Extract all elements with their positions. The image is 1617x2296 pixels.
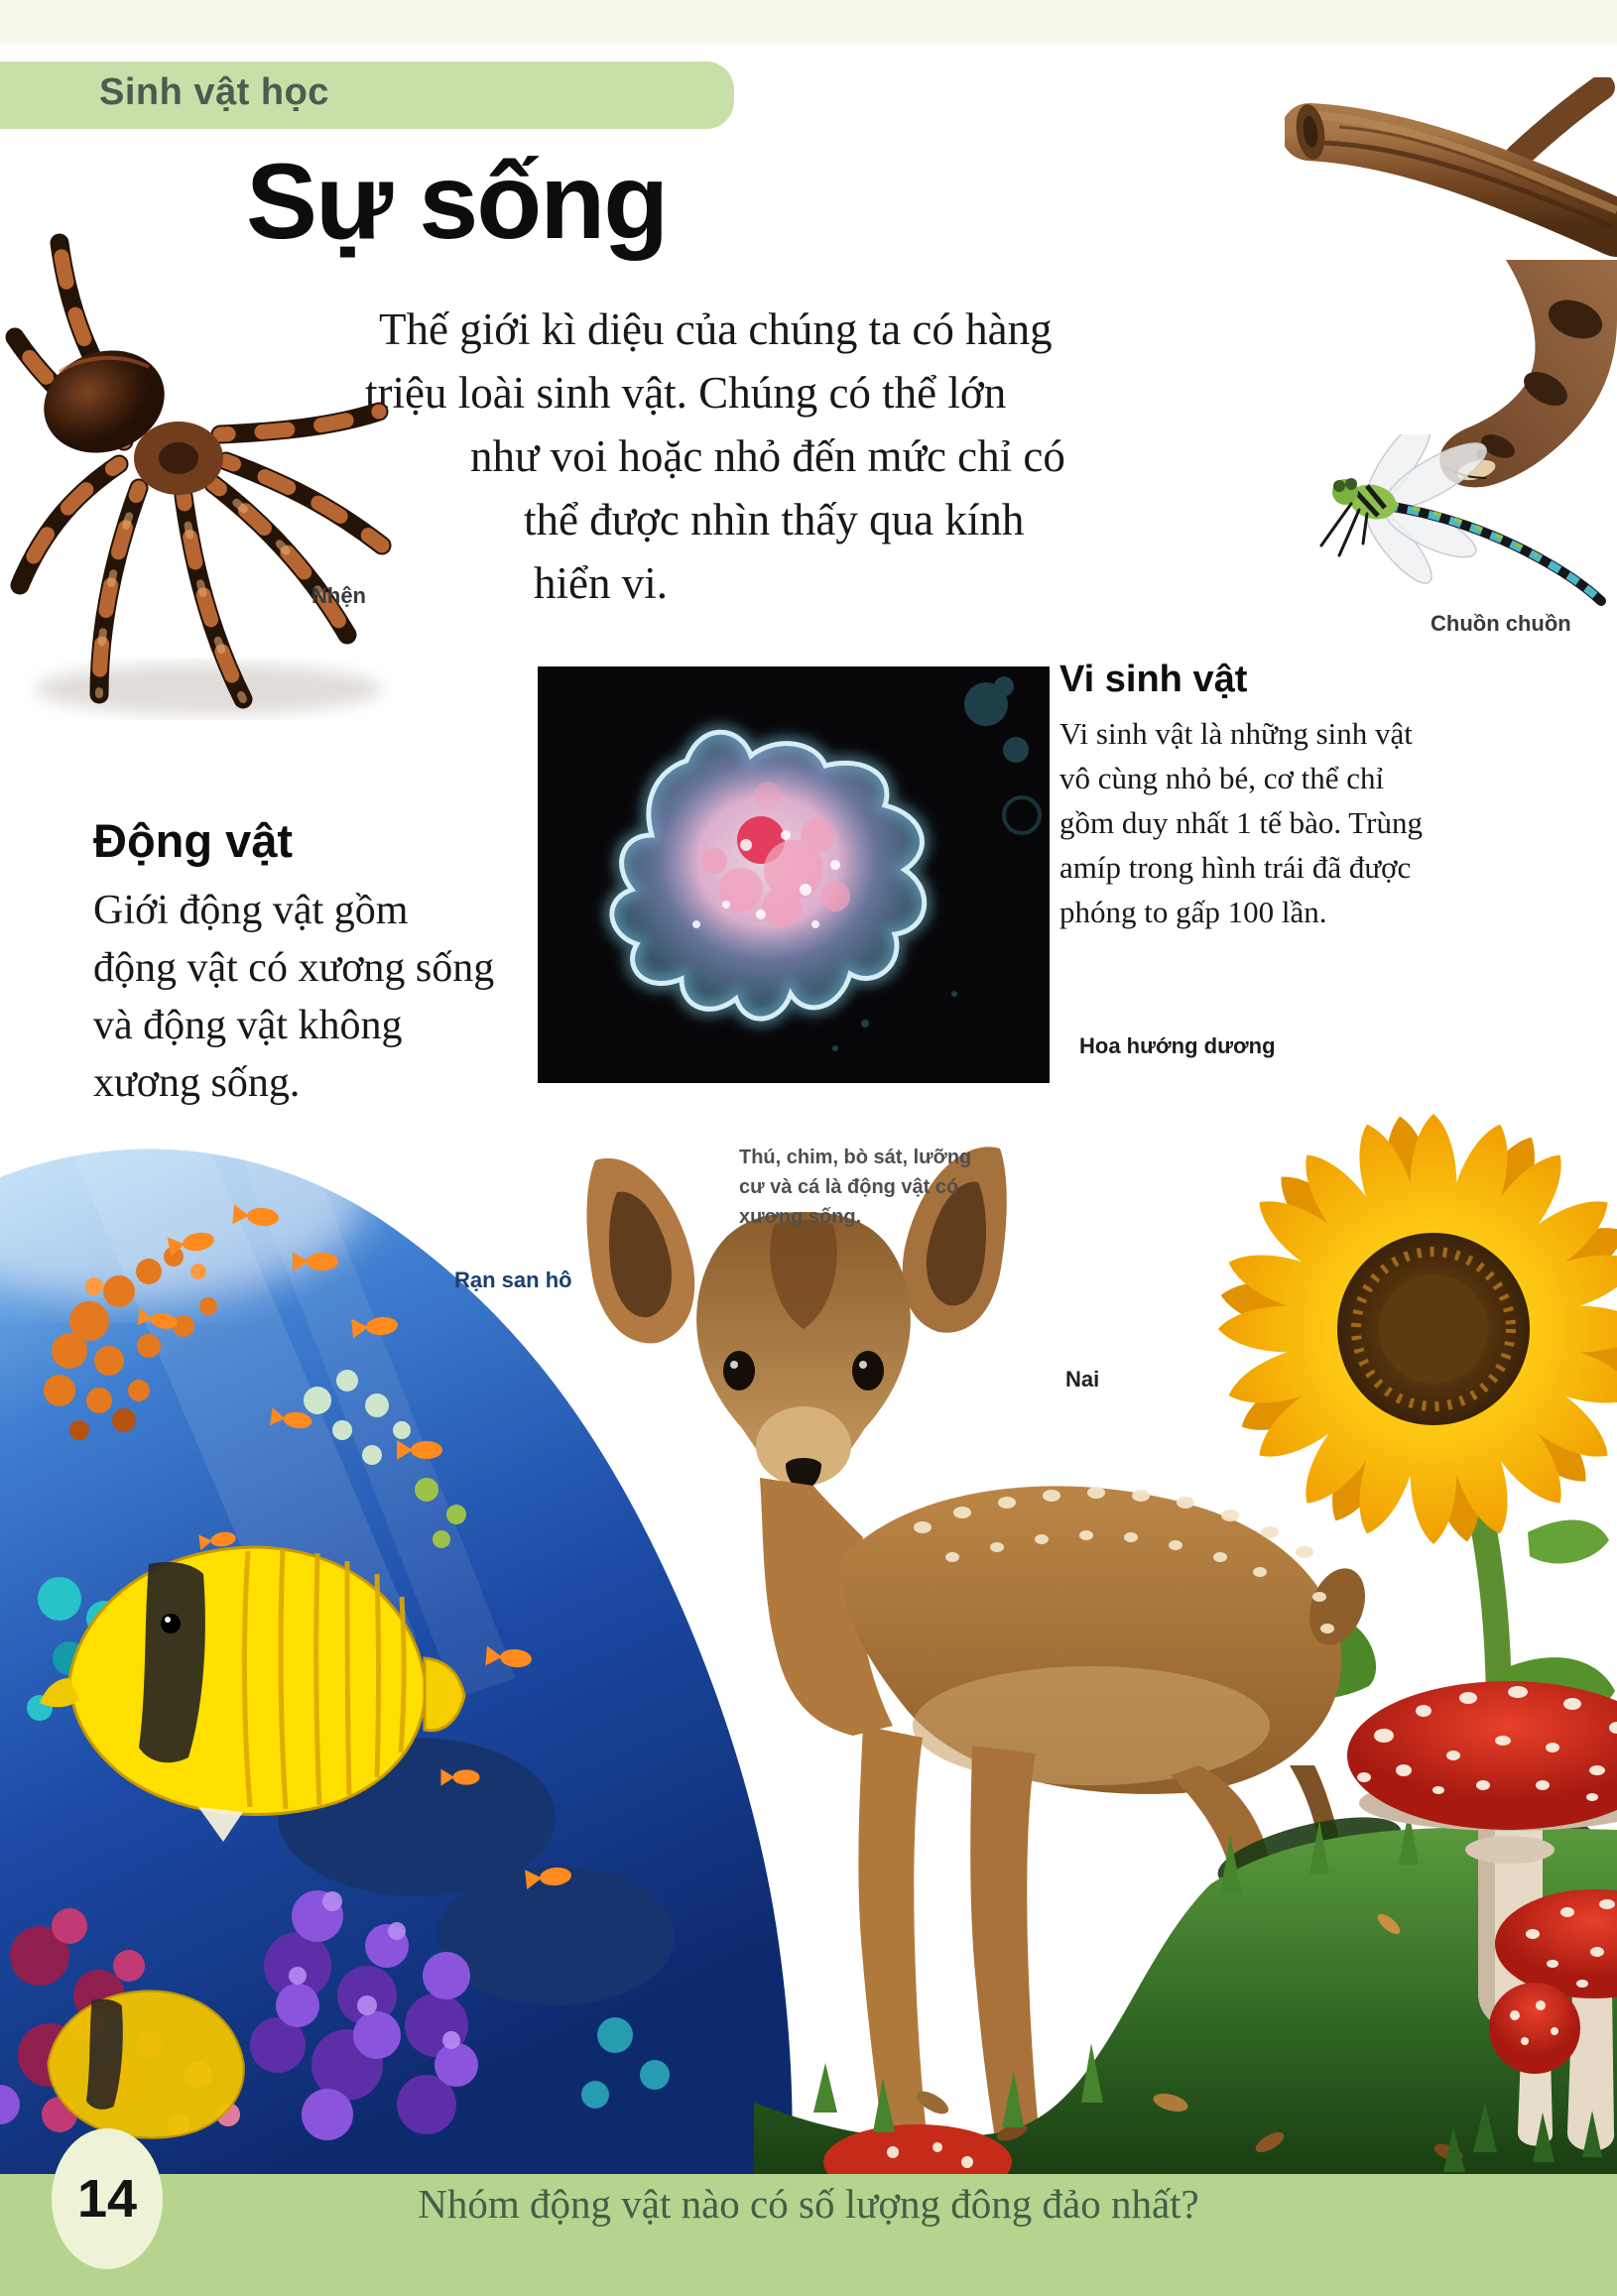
caption-line: cư và cá là động vật có [739,1176,959,1198]
intro-paragraph [365,298,1065,615]
intro-line: như voi hoặc nhỏ đến mức chỉ có [470,431,1065,481]
dragonfly-label: Chuồn chuồn [1430,611,1571,636]
microbes-text-line: vô cùng nhỏ bé, cơ thể chỉ [1059,761,1385,795]
intro-line: hiển vi. [534,558,668,608]
deer-eye [723,1351,755,1390]
mushrooms-photo [1245,1636,1617,2174]
caption-line: Thú, chim, bò sát, lưỡng [739,1147,972,1168]
animals-heading: Động vật [93,814,294,867]
animals-text-line: Giới động vật gồm [93,888,409,933]
branch-stub [1518,87,1602,157]
intro-line: Thế giới kì diệu của chúng ta có hàng [379,304,1053,354]
microbes-heading: Vi sinh vật [1059,659,1248,700]
footer-question: Nhóm động vật nào có số lượng đông đảo nhất? [418,2181,1199,2227]
dragonfly-photo [1282,434,1617,628]
vertebrates-caption [739,1143,971,1232]
microbes-text-line: Vi sinh vật là những sinh vật [1059,716,1413,751]
animals-text-line: xương sống. [93,1060,301,1106]
caption-line: xương sống. [739,1206,862,1228]
top-margin-strip [0,0,1617,44]
mushroom-small [1489,1983,1580,2146]
sunflower-label: Hoa hướng dương [1079,1033,1276,1058]
tarantula-photo [0,198,397,724]
branch-photo [1285,77,1617,258]
deer-eye [852,1351,884,1390]
page-number: 14 [76,2169,138,2229]
animals-section [93,813,560,1112]
page-title: Sự sống [246,141,668,261]
deer-label: Nai [1065,1367,1100,1391]
chapter-banner [0,61,734,129]
spider-body [30,334,223,495]
microbes-section [1059,659,1516,934]
page-number-badge [52,2128,163,2269]
microbes-text-line: gồm duy nhất 1 tế bào. Trùng [1059,805,1423,840]
animals-text-line: động vật có xương sống [93,945,495,991]
amoeba-cell [612,732,925,1019]
spider-shadow [35,664,382,715]
chapter-banner-label: Sinh vật học [99,71,329,113]
amoeba-photo [538,666,1050,1083]
spider-label: Nhện [311,583,366,608]
microbes-text-line: amíp trong hình trái đã được [1059,850,1412,885]
animals-text-line: và động vật không [93,1003,403,1048]
intro-line: thể được nhìn thấy qua kính [524,495,1025,544]
microbes-text-line: phóng to gấp 100 lần. [1059,895,1327,929]
coral-reef-label: Rạn san hô [454,1268,572,1292]
intro-line: triệu loài sinh vật. Chúng có thể lớn [365,368,1007,418]
